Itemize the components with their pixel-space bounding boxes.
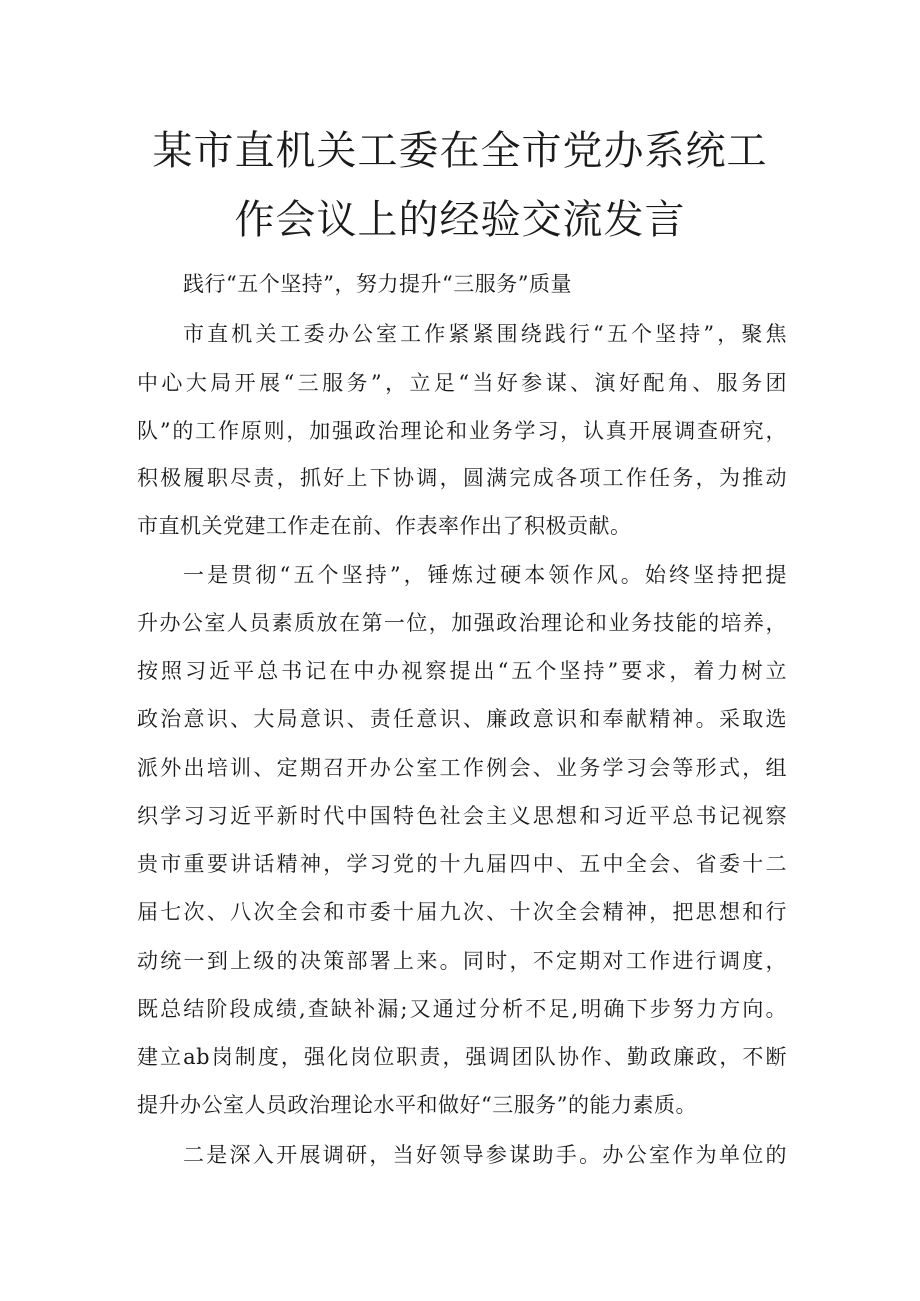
paragraph-line: 政治意识、大局意识、责任意识、廉政意识和奉献精神。采取选 — [137, 707, 787, 731]
paragraph-line: 市直机关工委办公室工作紧紧围绕践行“五个坚持”，聚焦 — [183, 322, 787, 346]
paragraph-line: 届七次、八次全会和市委十届九次、十次全会精神，把思想和行 — [137, 900, 787, 924]
paragraph-line: 一是贯彻“五个坚持”，锤炼过硬本领作风。始终坚持把提 — [183, 563, 787, 587]
paragraph-line: 按照习近平总书记在中办视察提出“五个坚持”要求，着力树立 — [137, 659, 787, 683]
document-title-line-1: 某市直机关工委在全市党办系统工 — [152, 128, 768, 174]
paragraph-line: 织学习习近平新时代中国特色社会主义思想和习近平总书记视察 — [137, 804, 787, 828]
document-subtitle: 践行“五个坚持”，努力提升“三服务”质量 — [183, 272, 572, 296]
paragraph-line: 积极履职尽责，抓好上下协调，圆满完成各项工作任务，为推动 — [137, 466, 787, 490]
paragraph-line: 市直机关党建工作走在前、作表率作出了积极贡献。 — [137, 514, 632, 538]
paragraph-line: 中心大局开展“三服务”，立足“当好参谋、演好配角、服务团 — [137, 371, 787, 395]
paragraph-line: 贵市重要讲话精神，学习党的十九届四中、五中全会、省委十二 — [137, 852, 787, 876]
paragraph-line: 派外出培训、定期召开办公室工作例会、业务学习会等形式，组 — [137, 756, 787, 780]
paragraph-line: 队”的工作原则，加强政治理论和业务学习，认真开展调查研究， — [137, 419, 787, 443]
paragraph-line: 既总结阶段成绩,查缺补漏;又通过分析不足,明确下步努力方向。 — [137, 997, 787, 1021]
paragraph-line: 提升办公室人员政治理论水平和做好“三服务”的能力素质。 — [137, 1093, 697, 1117]
paragraph-line: 升办公室人员素质放在第一位，加强政治理论和业务技能的培养， — [137, 611, 787, 635]
paragraph-line: 二是深入开展调研，当好领导参谋助手。办公室作为单位的 — [183, 1143, 787, 1167]
paragraph-line: 动统一到上级的决策部署上来。同时，不定期对工作进行调度， — [137, 949, 787, 973]
document-title-line-2: 作会议上的经验交流发言 — [234, 197, 686, 243]
paragraph-line: 建立ab岗制度，强化岗位职责，强调团队协作、勤政廉政，不断 — [137, 1045, 787, 1069]
